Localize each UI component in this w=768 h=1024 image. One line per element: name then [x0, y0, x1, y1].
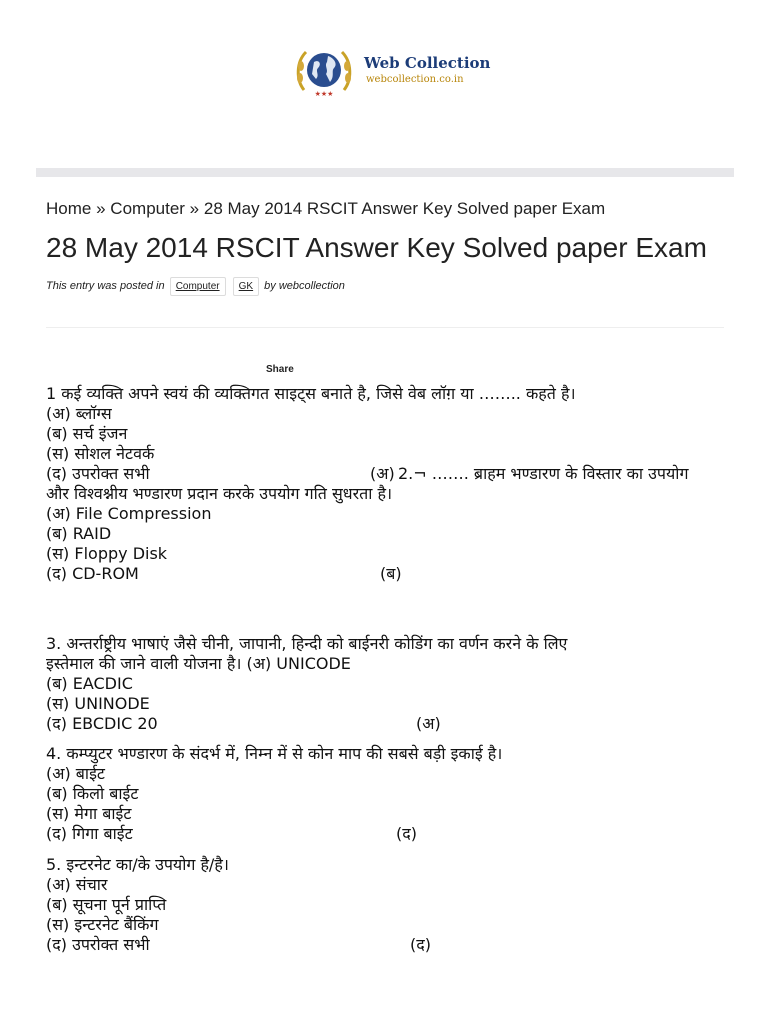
- site-logo[interactable]: [294, 44, 494, 98]
- breadcrumb-category-link[interactable]: Computer: [110, 199, 185, 218]
- q5-option-b: (ब) सूचना पूर्न प्राप्ति: [46, 895, 167, 914]
- q1-answer: (अ): [370, 464, 395, 483]
- content-divider: [46, 327, 724, 328]
- q4-answer: (द): [396, 824, 417, 843]
- q3-option-b: (ब) EACDIC: [46, 674, 133, 693]
- q4-option-c: (स) मेगा बाईट: [46, 804, 132, 823]
- logo-brand-text: Web Collection: [364, 54, 491, 72]
- tag-gk[interactable]: GK: [233, 277, 259, 296]
- question-3-continued: इस्तेमाल की जाने वाली योजना है। (अ) UNICODE: [46, 654, 351, 673]
- q4-option-d: (द) गिगा बाईट: [46, 824, 133, 843]
- question-2-continued: और विश्वश्नीय भण्डारण प्रदान करके उपयोग गति सुधरता है।: [46, 484, 393, 503]
- q1-option-b: (ब) सर्च इंजन: [46, 424, 128, 443]
- q4-option-b: (ब) किलो बाईट: [46, 784, 139, 803]
- q5-option-c: (स) इन्टरनेट बैंकिंग: [46, 915, 159, 934]
- breadcrumb-current: 28 May 2014 RSCIT Answer Key Solved paper Exam: [203, 199, 606, 218]
- breadcrumb-separator: »: [96, 199, 106, 218]
- posted-in-label: This entry was posted in: [46, 280, 165, 292]
- breadcrumb-home-link[interactable]: Home: [46, 199, 92, 218]
- page-title: 28 May 2014 RSCIT Answer Key Solved paper Exam: [46, 232, 707, 263]
- question-5: 5. इन्टरनेट का/के उपयोग है/है।: [46, 855, 229, 874]
- q5-answer: (द): [410, 935, 431, 954]
- q3-option-c: (स) UNINODE: [46, 694, 150, 713]
- question-2: 2.¬ ……. ब्राहम भण्डारण के विस्तार का उपयोग: [398, 464, 689, 483]
- question-3: 3. अन्तर्राष्ट्रीय भाषाएं जैसे चीनी, जापानी, हिन्दी को बाईनरी कोडिंग का वर्णन करने के लिए: [46, 634, 568, 653]
- q2-answer: (ब): [380, 564, 402, 583]
- breadcrumb-separator: »: [189, 199, 200, 218]
- logo-domain-text: webcollection.co.in: [366, 74, 464, 85]
- q2-option-d: (द) CD-ROM: [46, 564, 139, 583]
- q1-option-c: (स) सोशल नेटवर्क: [46, 444, 155, 463]
- header-divider-bar: [36, 168, 734, 177]
- q5-option-d: (द) उपरोक्त सभी: [46, 935, 150, 954]
- post-meta: [46, 277, 345, 296]
- q2-option-b: (ब) RAID: [46, 524, 112, 543]
- q2-option-c: (स) Floppy Disk: [46, 544, 168, 563]
- q3-option-d: (द) EBCDIC 20: [46, 714, 158, 733]
- tag-computer[interactable]: Computer: [170, 277, 226, 296]
- share-button[interactable]: Share: [266, 364, 294, 375]
- svg-text:★★★: ★★★: [314, 90, 334, 98]
- q1-option-d: (द) उपरोक्त सभी: [46, 464, 150, 483]
- q3-answer: (अ): [416, 714, 441, 733]
- breadcrumb: [46, 199, 605, 219]
- q1-option-a: (अ) ब्लॉग्स: [46, 404, 112, 423]
- q4-option-a: (अ) बाईट: [46, 764, 105, 783]
- globe-laurel-icon: [294, 44, 354, 98]
- q5-option-a: (अ) संचार: [46, 875, 108, 894]
- q2-option-a: (अ) File Compression: [46, 504, 212, 523]
- author-byline: by webcollection: [264, 280, 345, 292]
- question-1: 1 कई व्यक्ति अपने स्वयं की व्यक्तिगत साइट्स बनाते है, जिसे वेब लॉग़ या …….. कहते है।: [46, 384, 576, 403]
- question-4: 4. कम्प्युटर भण्डारण के संदर्भ में, निम्न में से कोन माप की सबसे बड़ी इकाई है।: [46, 744, 503, 763]
